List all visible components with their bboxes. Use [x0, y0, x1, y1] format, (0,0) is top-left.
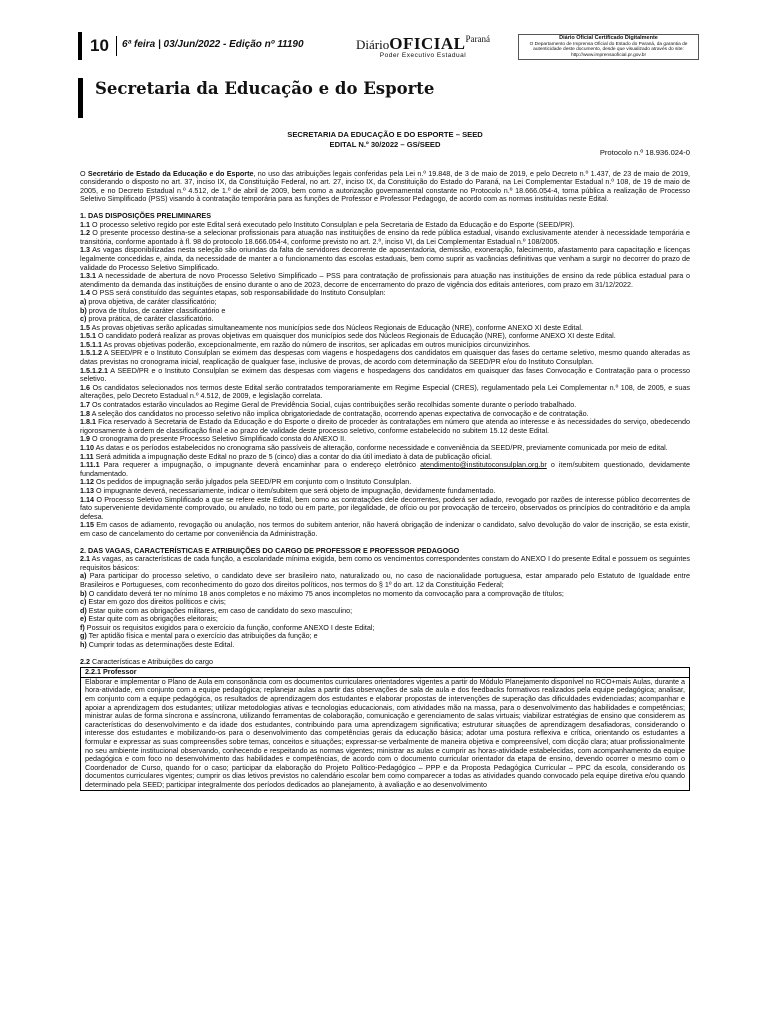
brand-subtitle: Poder Executivo Estadual — [379, 52, 467, 59]
list-item: 1.6 Os candidatos selecionados nos termos deste Edital serão contratados temporariamente em Regime Especial (CRES), regulamentado pela Lei Complementar n.º 108, de 2005, e suas alterações, pelo Decreto Estadual n.º 4.512, de 2009, e legislação correlata. — [80, 382, 690, 401]
list-item: 1.14 O Processo Seletivo Simplificado a que se refere este Edital, bem como as contratações dele decorrentes, poderá ser adiado, revogado por razões de interesse público decorrentes de fato superveniente devidamente comprovado, ou anulado, no todo ou em parte, por ilegalidade, de ofício ou por provocação de terceiro, observados os princípios do contraditório e da ampla defesa. — [80, 494, 690, 521]
section-2-title: 2. DAS VAGAS, CARACTERÍSTICAS E ATRIBUIÇÕES DO CARGO DE PROFESSOR E PROFESSOR PEDAGOGO — [80, 545, 460, 555]
document-body — [80, 130, 690, 791]
list-item: b) O candidato deverá ter no mínimo 18 anos completos e no máximo 75 anos incompletos no momento da convocação para a comprovação de títulos; — [80, 588, 564, 598]
masthead-logo — [318, 34, 528, 59]
list-item: 1.15 Em casos de adiamento, revogação ou anulação, nos termos do subitem anterior, não haverá obrigação de indenizar o candidato, salvo devolução do valor de inscrição, se esta existir, em caso de cancelamento do certame por conveniência da Administração. — [80, 520, 690, 538]
list-item: 1.8.1 Fica reservado à Secretaria de Estado da Educação e do Esporte o direito de proceder às contratações em número que atenda ao interesse e às necessidades do serviço, obedecendo rigorosamente à ordem de classificação final e ao prazo de validade deste processo seletivo, conforme estabelecido no subitem 15.12 deste Edital. — [80, 417, 690, 435]
table-header: 2.2.1 Professor — [81, 668, 689, 678]
list-item: 1.5.1 O candidato poderá realizar as provas objetivas em quaisquer dos municípios sede dos Núcleos Regionais de Educação (NRE), conforme ANEXO XI deste Edital. — [80, 331, 616, 341]
list-item: 1.8 A seleção dos candidatos no processo seletivo não implica obrigatoriedade de contratação, ocorrendo apenas expectativa de convocação e de contratação. — [80, 408, 589, 418]
brand-main: OFICIAL — [389, 34, 466, 53]
list-item: 1.9 O cronograma do presente Processo Seletivo Simplificado consta do ANEXO II. — [80, 434, 347, 444]
digital-certification-box — [518, 34, 699, 60]
table-cell: Elaborar e implementar o Plano de Aula em consonância com os documentos curriculares orientadores vigentes a partir do Módulo Planejamento disponível no RCO+mais Aulas, durante a hora-atividade, em conjunto com a equipe pedagógica; replanejar aulas a partir das observações de sala de aula e dos feedbacks formativos realizados pela equipe pedagógica; analisar, em conjunto com a equipe pedagógica, os resultados de aprendizagem dos estudantes e elaborar propostas de intervenções de superação das dificuldades evidenciadas; acompanhar e apoiar a aprendizagem dos estudantes; utilizar metodologias ativas e tecnologias educacionais, com atividades mão na massa, para o desenvolvimento das habilidades e competências; ministrar aulas de forma síncrona e assíncrona, utilizando ferramentas de colaboração, comunicação e gerenciamento de salas virtuais; viabilizar estratégias de ensino que considerem as características do desenvolvimento e da idade dos estudantes, contribuindo para uma aprendizagem significativa; estruturar situações de aprendizagem desafiadoras, considerando o interesse dos estudantes e mobilizando-os para o desenvolvimento das competências gerais da educação básica; adotar uma postura reflexiva e crítica, orientando os estudantes a formular e expressar as suas compreensões sobre temas, conceitos e situações; expressar-se verbalmente de maneira objetiva e compreensível, com dicção clara; atuar profissionalmente no seu ambiente institucional observando, conhecendo e respeitando as normas vigentes; ministrar as aulas e cumprir as horas-atividade estabelecidas, com acompanhamento da equipe pedagógica e com foco no desenvolvimento das habilidades e competências, de acordo com o documento curricular orientador da etapa de ensino, devendo ocorrer o mesmo com o Coordenador de Curso, quando for o caso; participar da elaboração do Projeto Político-Pedagógico – PPP e da Proposta Pedagógica Curricular – PPC da escola, considerando os documentos curriculares vigentes; cumprir os dias letivos previstos no calendário escolar bem como comparecer a todas as atividades quando convocado pela equipe diretiva e/ou quando determinado pela SEED; participar integralmente dos períodos dedicados ao planejamento, à avaliação e ao desenvolvimento — [85, 676, 685, 789]
page-number: 10 — [78, 32, 109, 60]
brand-state: Paraná — [465, 34, 490, 44]
list-item: f) Possuir os requisitos exigidos para o exercício da função, conforme ANEXO I deste Edital; — [80, 622, 375, 632]
list-item: 1.4 O PSS será constituído das seguintes etapas, sob responsabilidade do Instituto Consulplan: — [80, 288, 386, 298]
section-title: Secretaria da Educação e do Esporte — [95, 79, 435, 98]
list-item: 1.2 O presente processo destina-se a selecionar profissionais para atuação nas instituições de ensino da rede pública estadual, visando exclusivamente atender à necessidade temporária e transitória, conforme apontado à fl. 98 do protocolo 18.666.054-4, conforme previsto no art. 2.º, inciso VI, da Lei Complementar Estadual n.º 108/2005. — [80, 228, 690, 246]
list-item: 1.1 O processo seletivo regido por este Edital será executado pelo Instituto Consulplan e pela Secretaria de Estado da Educação e do Esporte (SEED/PR). — [80, 219, 575, 229]
edition-info: 6ª feira | 03/Jun/2022 - Edição nº 11190 — [122, 39, 304, 50]
list-item: 1.11.1 Para requerer a impugnação, o impugnante deverá encaminhar para o endereço eletrônico atendimento@institutoconsulplan.org.br o item/subitem questionado, devidamente fundamentado. — [80, 460, 690, 478]
doc-heading-1: SECRETARIA DA EDUCAÇÃO E DO ESPORTE – SEED — [287, 130, 483, 139]
list-item: a) Para participar do processo seletivo, o candidato deve ser brasileiro nato, naturalizado ou, no caso de nacionalidade portuguesa, estar amparado pelo Estatuto de Igualdade entre Brasileiros e Portugueses, com reconhecimento do gozo dos direitos políticos, nos termos do § 1º do art. 12 da Constituição Federal; — [80, 571, 690, 589]
section-1-items — [80, 221, 690, 539]
brand-pre: Diário — [356, 37, 390, 52]
list-item: 1.3.1 A necessidade de abertura de novo Processo Seletivo Simplificado – PSS para contratação de profissionais para atuação nas instituições de ensino da rede pública estadual para o atendimento da demanda das instituições de ensino durante o ano de 2023, decorre de encerramento do prazo de vigência dos editais anteriores, com prazo em 31/12/2022. — [80, 271, 690, 289]
section-1-title: 1. DAS DISPOSIÇÕES PRELIMINARES — [80, 210, 211, 220]
list-item: 1.5.1.2 A SEED/PR e o Instituto Consulplan se eximem das despesas com viagens e hospedagens dos candidatos em quaisquer das fases do certame seletivo, mesmo quando alteradas as datas previstas no cronograma inicial, reaplicação de qualquer fase, inclusive de provas, de acordo com determinação da SEED/PR e/ou do Instituto Consulplan. — [80, 348, 690, 367]
email-link[interactable]: atendimento@institutoconsulplan.org.br — [420, 460, 547, 470]
list-item: c) Estar em gozo dos direitos políticos e civis; — [80, 597, 226, 607]
subsection-2-2: 2.2 Características e Atribuições do cargo — [80, 656, 214, 666]
section-2-items — [80, 555, 690, 650]
list-item: e) Estar quite com as obrigações eleitorais; — [80, 614, 218, 624]
list-item: a) prova objetiva, de caráter classificatório; — [80, 296, 217, 306]
list-item: b) prova de títulos, de caráter classificatório e — [80, 305, 226, 315]
list-item: 1.11 Será admitida a impugnação deste Edital no prazo de 5 (cinco) dias a contar do dia útil imediato à data de publicação oficial. — [80, 451, 492, 461]
list-item: 1.5.1.2.1 A SEED/PR e o Instituto Consulplan se eximem das despesas com viagens e hospedagens dos candidatos em quaisquer das fases Convocação e Contratação para o processo seletivo. — [80, 365, 690, 384]
list-item: 1.13 O impugnante deverá, necessariamente, indicar o item/subitem que será objeto de impugnação, devidamente fundamentado. — [80, 485, 496, 495]
digital-text: O Departamento de Imprensa Oficial do Estado do Paraná, da garantia de autenticidade deste documento, desde que visualizado através do site: http://www.imprensaoficial.pr.gov.br — [529, 41, 688, 58]
page-header — [78, 32, 693, 62]
intro-paragraph: O Secretário de Estado da Educação e do Esporte, no uso das atribuições legais conferidas pela Lei n.º 19.848, de 3 de maio de 2019, e pelo Decreto n.º 1.437, de 23 de maio de 2019, considerando o disposto no art. 37, inciso IX, da Constituição Federal, no art. 27, inciso IX, da Constituição do Estado do Paraná, na Lei Complementar Estadual n.º 108, de 19 de maio de 2005, e no Decreto Estadual n.º 4.512, de 1.º de abril de 2009, bem como a autorização governamental constante no Protocolo n.º 18.666.054-4, torna pública a realização de Processo Seletivo Simplificado (PSS) visando à contratação temporária para as funções de Professor e Professor Pedagogo, de acordo com as normas instituídas neste Edital. — [80, 168, 690, 204]
list-item: g) Ter aptidão física e mental para o exercício das atribuições da função; e — [80, 631, 318, 641]
protocol-number: Protocolo n.º 18.936.024-0 — [599, 148, 690, 157]
list-item: 1.10 As datas e os períodos estabelecidos no cronograma são passíveis de alteração, conforme necessidade e conveniência da SEED/PR, previamente comunicada por meio de edital. — [80, 443, 668, 452]
section-header — [78, 78, 705, 118]
list-item: 1.7 Os contratados estarão vinculados ao Regime Geral de Previdência Social, cujas contribuições serão recolhidas somente durante o período trabalhado. — [80, 400, 577, 410]
digital-title: Diário Oficial Certificado Digitalmente — [559, 35, 658, 41]
list-item: c) prova prática, de caráter classificatório. — [80, 314, 214, 324]
list-item: 1.5.1.1 As provas objetivas poderão, excepcionalmente, em razão do número de inscritos, ser aplicadas em outros municípios circunvizinhos. — [80, 339, 531, 349]
list-item: 2.1 As vagas, as características de cada função, a escolaridade mínima exigida, bem como os vencimentos correspondentes constam do ANEXO I do presente Edital e possuem os seguintes requisitos básicos: — [80, 554, 690, 572]
list-item: h) Cumprir todas as determinações deste Edital. — [80, 640, 235, 650]
doc-heading-2: EDITAL N.º 30/2022 – GS/SEED — [329, 139, 441, 149]
list-item: 1.5 As provas objetivas serão aplicadas simultaneamente nos municípios sede dos Núcleos Regionais de Educação (NRE), conforme ANEXO XI deste Edital. — [80, 322, 583, 332]
list-item: d) Estar quite com as obrigações militares, em caso de candidato do sexo masculino; — [80, 605, 353, 615]
attributions-table — [80, 667, 690, 790]
list-item: 1.12 Os pedidos de impugnação serão julgados pela SEED/PR em conjunto com o Instituto Consulplan. — [80, 477, 412, 487]
list-item: 1.3 As vagas disponibilizadas nesta seleção são oriundas da falta de servidores decorrente de aposentadoria, demissão, exoneração, falecimento, afastamento para capacitação e licenças legalmente concedidas e, ainda, da necessidade de manter a o funcionamento das escolas estaduais, bem como suprir as vacâncias definitivas que venham a surgir no decorrer do prazo de validade do Processo Seletivo Simplificado. — [80, 245, 690, 272]
